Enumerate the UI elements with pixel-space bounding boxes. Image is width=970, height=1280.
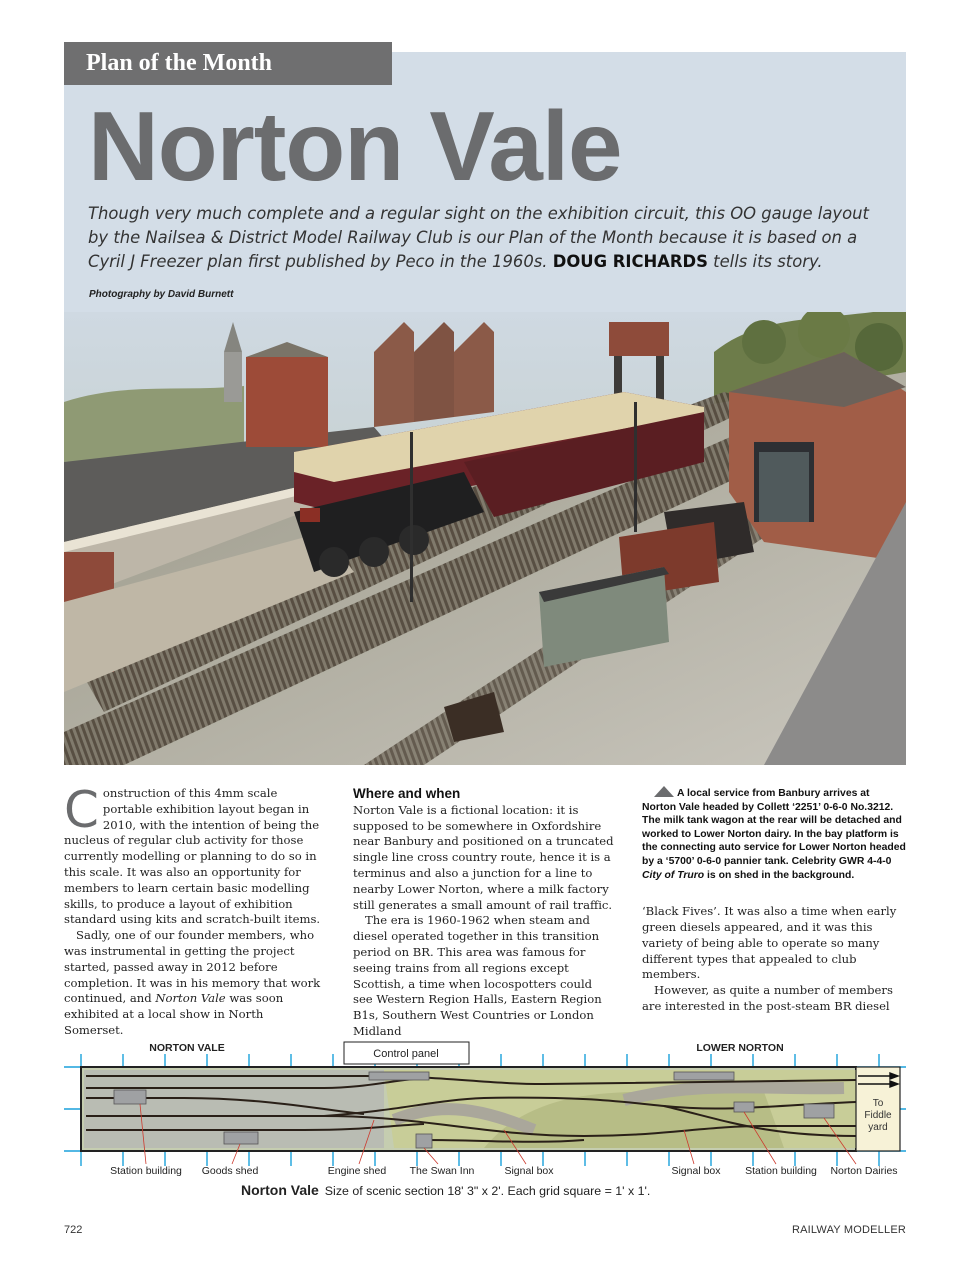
station-label-right: LOWER NORTON: [696, 1042, 784, 1054]
drop-cap: C: [64, 781, 99, 839]
caption-text: is on shed in the background.: [707, 869, 855, 881]
author-name: DOUG RICHARDS: [552, 252, 708, 271]
paragraph: ‘Black Fives’. It was also a time when early green diesels appeared, and it was this variety of being able to operate so many different types that appealed to club members.: [642, 904, 897, 982]
photo-caption: [642, 786, 906, 882]
fiddle-yard-label-2: Fiddle: [864, 1110, 892, 1121]
label-goods-shed: Goods shed: [201, 1165, 259, 1177]
page-number: 722: [64, 1224, 83, 1236]
label-station-building: Station building: [110, 1165, 182, 1177]
standfirst-text: Though very much complete and a regular sight on the exhibition circuit, this OO gauge layout by the Nailsea & District Model Railway Club is our Plan of the Month because it is based on a Cyril J Freezer plan first published by Peco in the 1960s.: [88, 204, 869, 271]
section-heading: Where and when: [353, 786, 461, 801]
photo-credit: Photography by David Burnett: [89, 289, 234, 300]
article-column-3: [642, 786, 906, 1015]
label-norton-dairies: Norton Dairies: [830, 1165, 898, 1177]
standfirst-end: tells its story.: [713, 252, 823, 271]
label-signal-box-1: Signal box: [504, 1165, 554, 1177]
article-title: Norton Vale: [88, 91, 622, 201]
track-plan: [64, 1040, 906, 1195]
station-label-left: NORTON VALE: [149, 1042, 225, 1054]
layout-photo: [64, 312, 906, 765]
plan-caption: [241, 1182, 650, 1198]
section-kicker: Plan of the Month: [64, 42, 392, 85]
standfirst: [88, 202, 878, 274]
paragraph: Norton Vale is a fictional location: it is supposed to be somewhere in Oxfordshire near Banbury and positioned on a truncated single line cross country route, hence it is a terminus and also a junction for a line to nearby Lower Norton, where a milk factory still generates a small amount of rail traffic.: [353, 802, 614, 912]
paragraph-text: onstruction of this 4mm scale portable exhibition layout began in 2010, with the intention of being the nucleus of regular club activity for those currently modelling or planning to do so in this scale. It was also an opportunity for members to learn certain basic modelling skills, to produce a layout of exhibition standard using kits and scratch-built items.: [64, 786, 321, 927]
paragraph-text: was soon exhibited at a local show in North Somerset.: [64, 991, 284, 1037]
caption-text: A local service from Banbury arrives at Norton Vale headed by Collett ‘2251’ 0-6-0 No.3212. The milk tank wagon at the rear will be detached and worked to Lower Norton dairy. In the bay platform is the connecting auto service for Lower Norton headed by a ‘5700’ 0-6-0 pannier tank. Celebrity GWR 4-4-0: [642, 788, 906, 867]
fiddle-yard-label-3: yard: [868, 1122, 888, 1133]
plan-caption-text: Size of scenic section 18' 3" x 2'. Each grid square = 1' x 1'.: [324, 1184, 651, 1198]
label-engine-shed: Engine shed: [327, 1165, 387, 1177]
fiddle-yard-label-1: To: [872, 1098, 884, 1109]
magazine-name: RAILWAY MODELLER: [791, 1224, 906, 1236]
loco-name: City of Truro: [642, 869, 705, 881]
article-column-1: [64, 781, 326, 1039]
paragraph: [64, 781, 326, 928]
control-panel-label: Control panel: [373, 1048, 439, 1060]
label-swan-inn: The Swan Inn: [409, 1165, 475, 1177]
paragraph: [64, 928, 326, 1039]
article-column-2: [353, 786, 615, 1040]
triangle-up-icon: [654, 786, 674, 797]
layout-name: Norton Vale: [155, 991, 226, 1006]
paragraph-text: Sadly, one of our founder members, who was instrumental in getting the project started, passed away in 2012 before completion. It was in his memory that work continued, and: [64, 928, 321, 1006]
paragraph: The era is 1960-1962 when steam and diesel operated together in this transition period on BR. This area was famous for seeing trains from all regions except Scottish, a time when locospotters could see Western Region Halls, Eastern Region B1s, Southern West Countries or London Midland: [353, 913, 602, 1038]
label-station-building-2: Station building: [745, 1165, 817, 1177]
plan-caption-title: Norton Vale: [241, 1182, 319, 1198]
paragraph: However, as quite a number of members are interested in the post-steam BR diesel: [642, 983, 893, 1013]
label-signal-box-2: Signal box: [671, 1165, 721, 1177]
